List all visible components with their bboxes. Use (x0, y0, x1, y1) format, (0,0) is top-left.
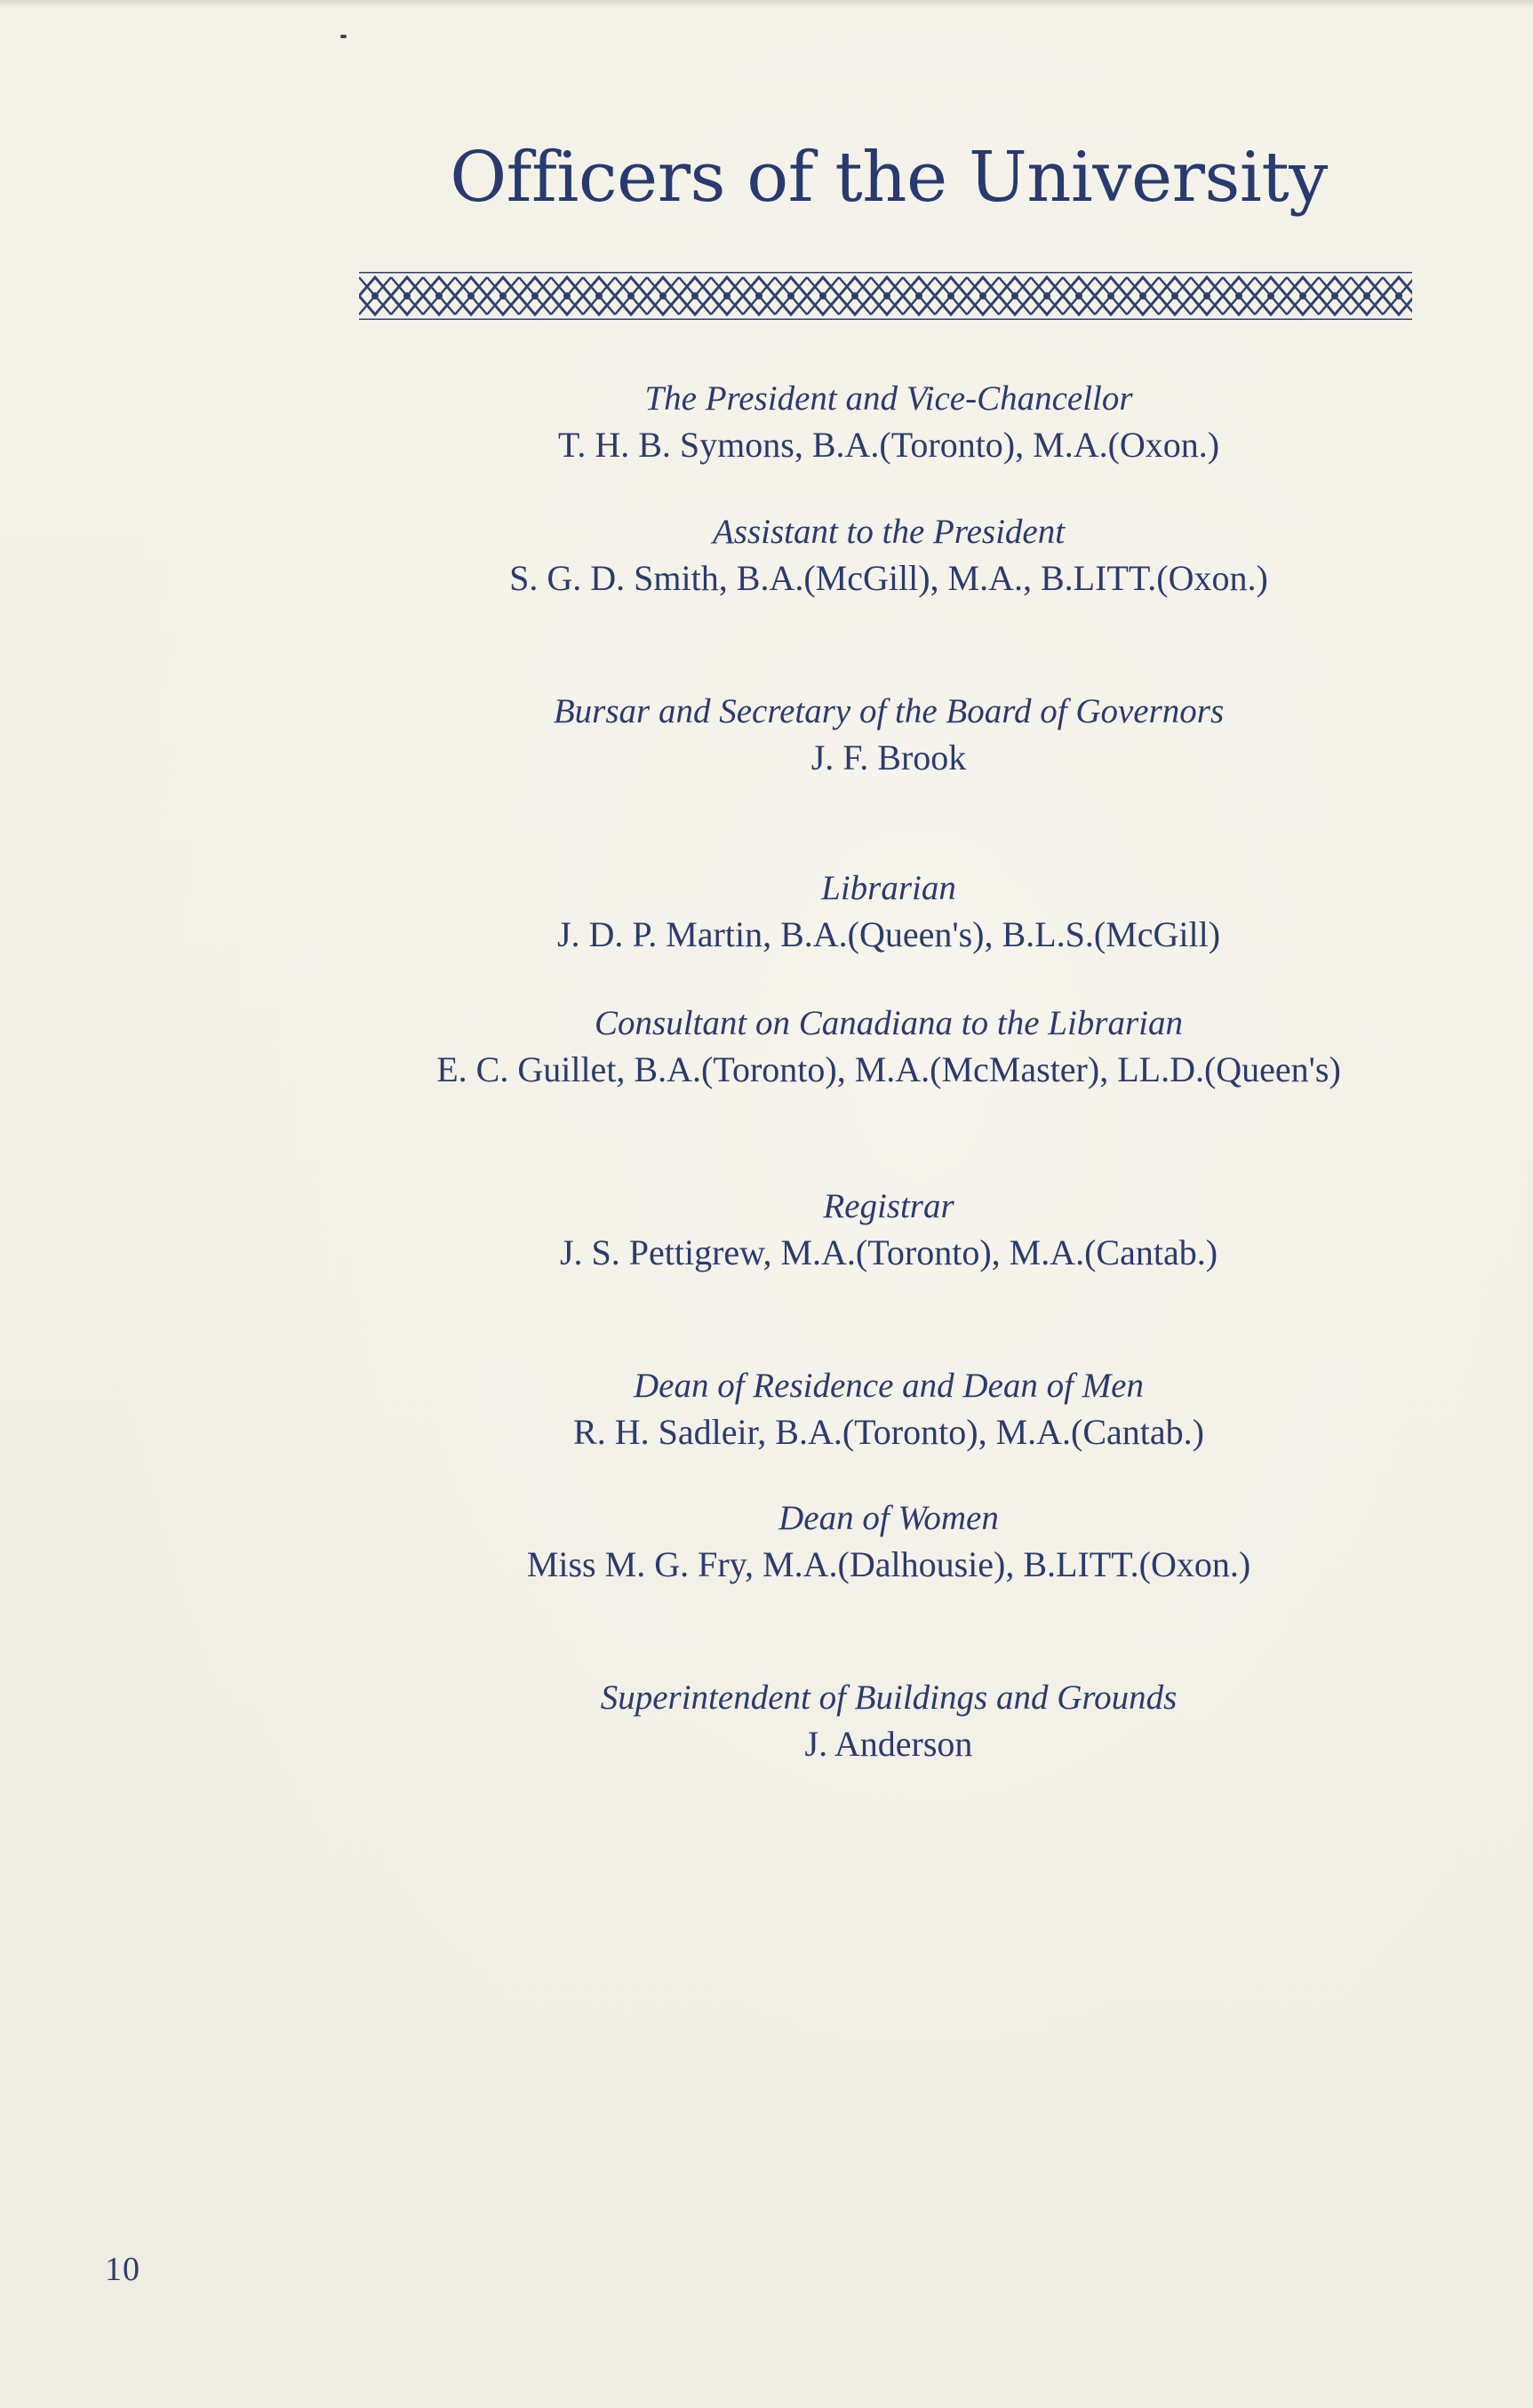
officer-entry (355, 1365, 1422, 1457)
officer-role: Consultant on Canadiana to the Librarian (595, 1004, 1183, 1042)
officer-entry (355, 1677, 1422, 1769)
officer-entry (355, 1497, 1422, 1590)
officer-entry (355, 511, 1422, 603)
officer-entry (355, 1185, 1422, 1278)
officer-role: Registrar (823, 1187, 954, 1225)
officer-name: E. C. Guillet, B.A.(Toronto), M.A.(McMaster), LL.D.(Queen's) (436, 1049, 1341, 1089)
officer-name: S. G. D. Smith, B.A.(McGill), M.A., B.LITT.(Oxon.) (509, 558, 1268, 598)
officer-name: Miss M. G. Fry, M.A.(Dalhousie), B.LITT.(Oxon.) (526, 1544, 1251, 1584)
officer-role: Dean of Residence and Dean of Men (634, 1367, 1144, 1405)
officer-role: Dean of Women (778, 1499, 999, 1537)
officer-name: R. H. Sadleir, B.A.(Toronto), M.A.(Cantab.) (573, 1412, 1204, 1452)
officer-name: J. Anderson (804, 1724, 973, 1764)
officer-role: Librarian (821, 869, 956, 907)
page-number: 10 (105, 2251, 140, 2288)
officer-name: J. F. Brook (810, 738, 967, 777)
ink-speck (340, 35, 347, 38)
decorative-border-ornament (359, 272, 1412, 320)
officer-entry (355, 867, 1422, 960)
officer-role: Assistant to the President (712, 513, 1066, 551)
officer-name: T. H. B. Symons, B.A.(Toronto), M.A.(Oxon.) (557, 425, 1220, 465)
page-top-edge (0, 0, 1533, 9)
page-title: Officers of the University (450, 138, 1328, 218)
officer-name: J. S. Pettigrew, M.A.(Toronto), M.A.(Cantab.) (559, 1232, 1218, 1272)
officer-entry (355, 1002, 1422, 1095)
officer-role: The President and Vice-Chancellor (644, 379, 1133, 418)
officer-name: J. D. P. Martin, B.A.(Queen's), B.L.S.(McGill) (556, 914, 1221, 954)
officer-role: Bursar and Secretary of the Board of Governors (553, 692, 1225, 730)
officer-role: Superintendent of Buildings and Grounds (600, 1678, 1178, 1717)
officer-entry (355, 690, 1422, 783)
officer-entry (355, 378, 1422, 470)
